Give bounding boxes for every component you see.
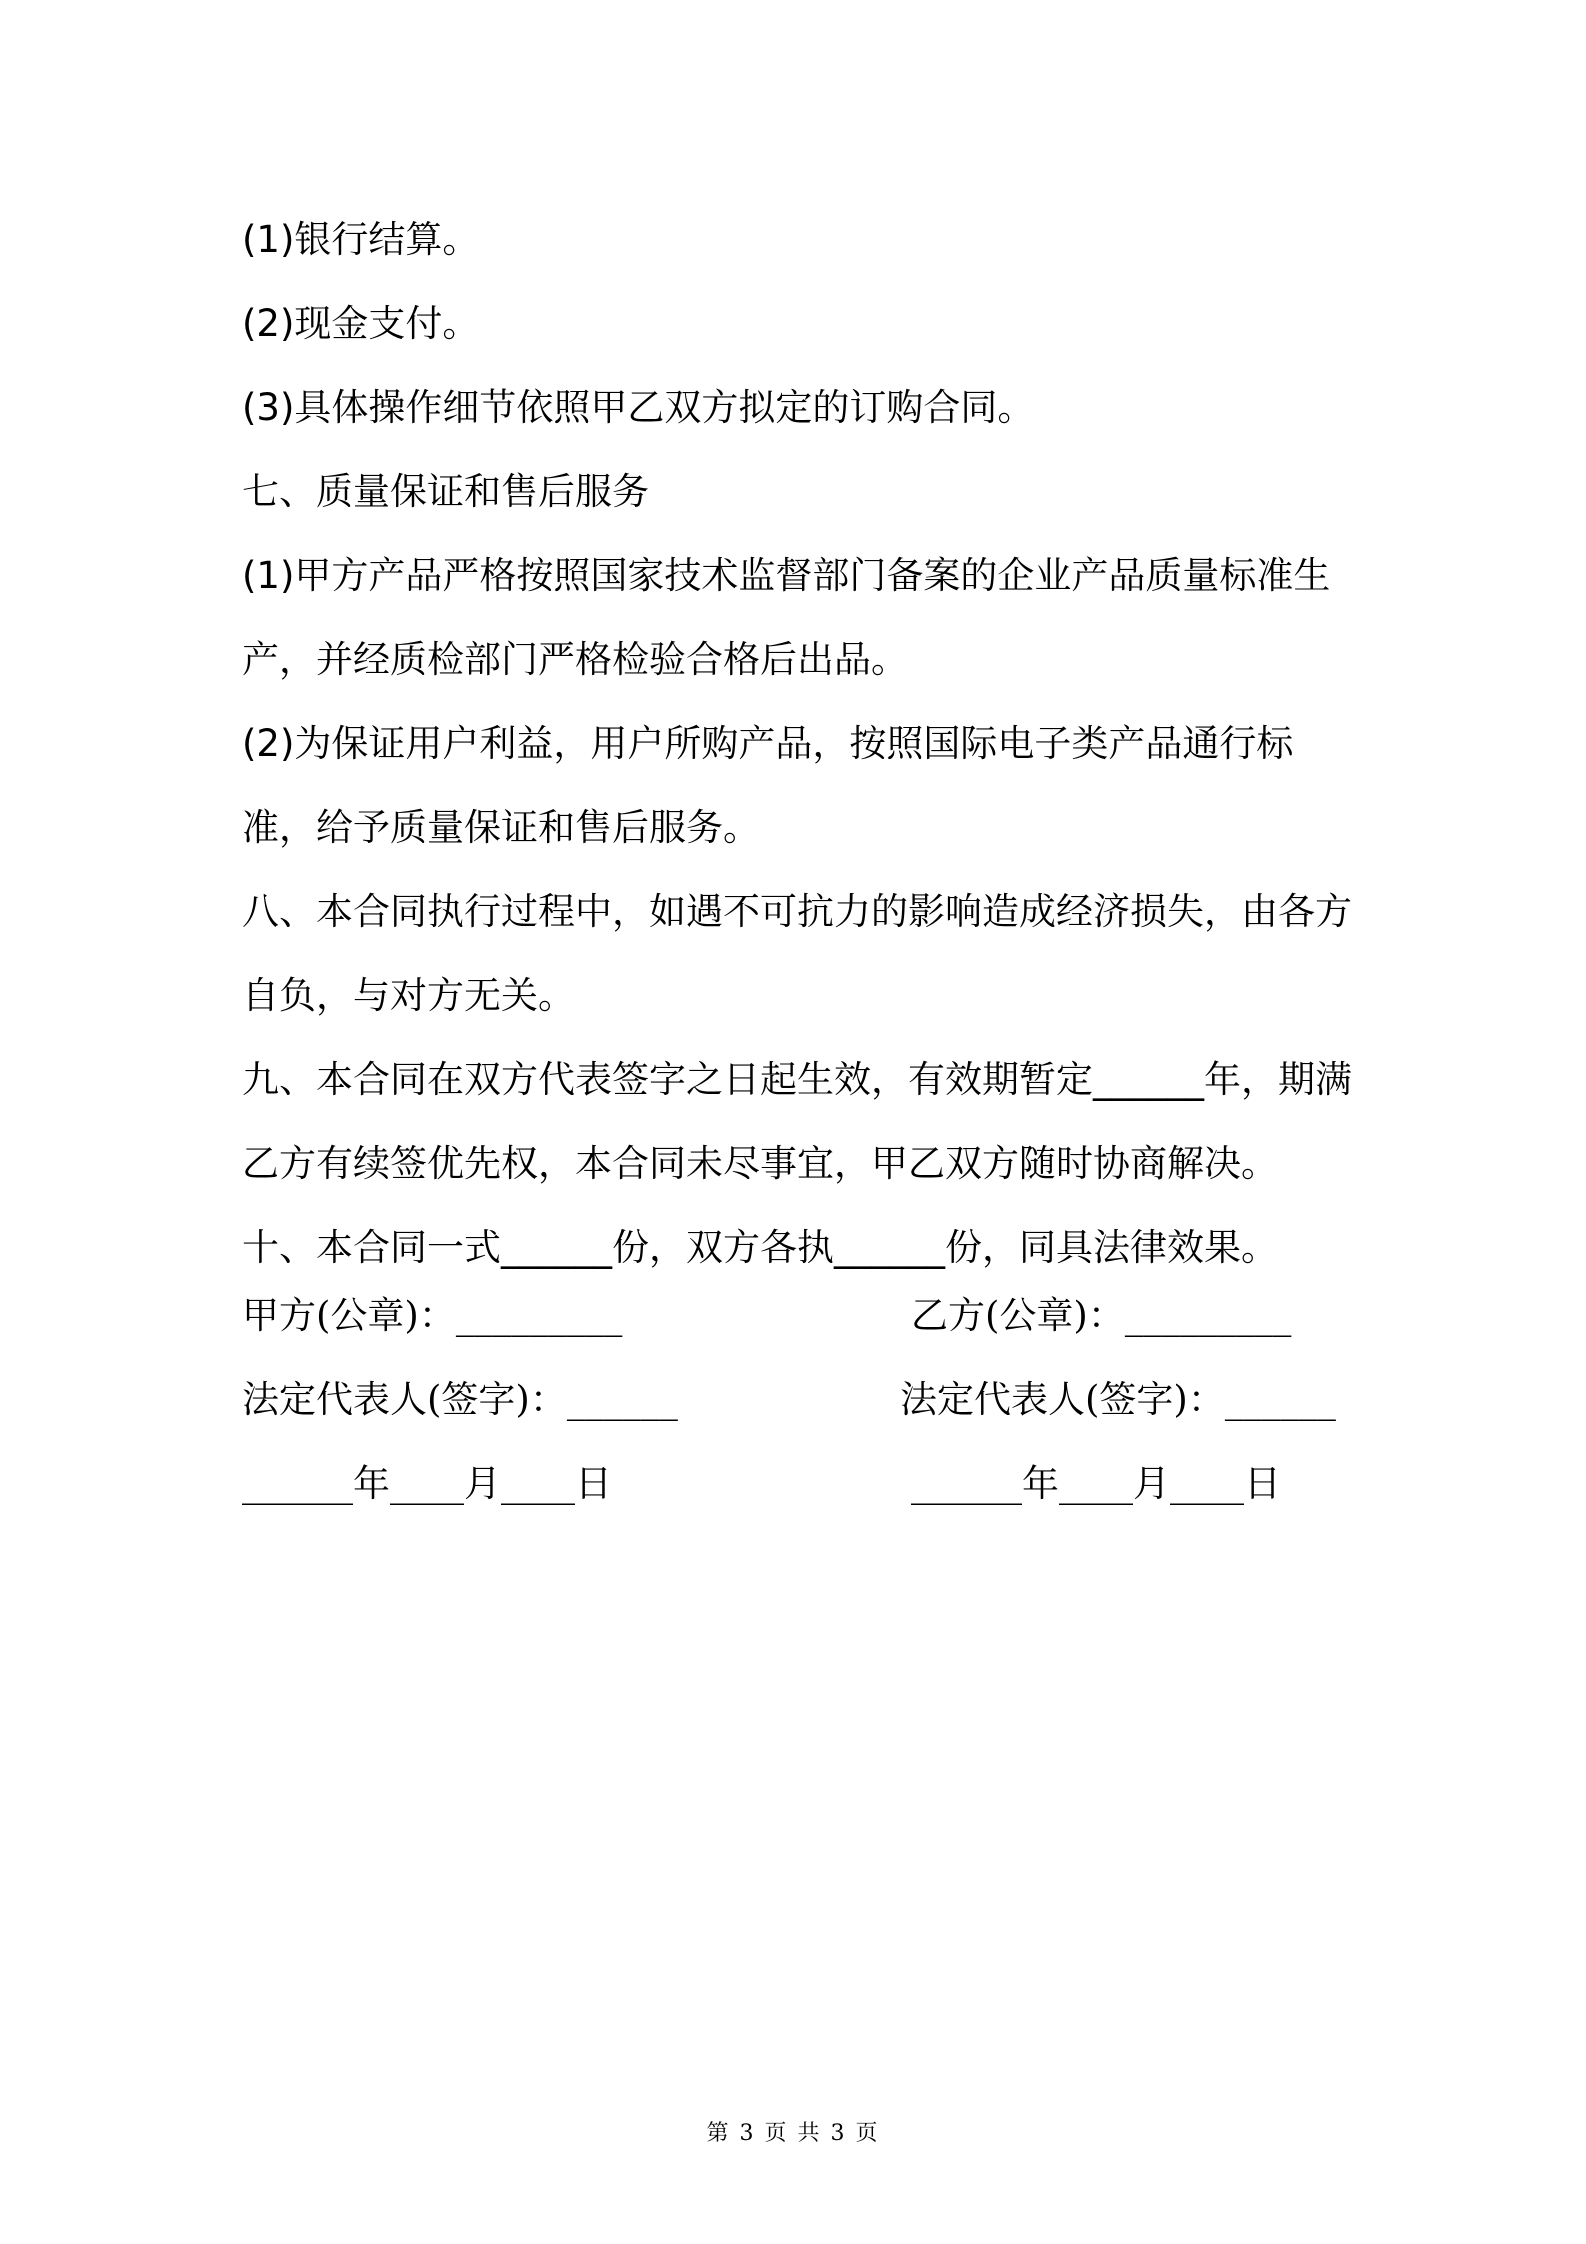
page-number-footer: 第 3 页 共 3 页 (706, 2121, 880, 2146)
party-a-date-field: ______年____月____日 (242, 1462, 612, 1505)
party-b-date-field: ______年____月____日 (911, 1462, 1281, 1505)
party-a-representative-field: 法定代表人(签字)：______ (242, 1378, 678, 1421)
clause-copies: 十、本合同一式______份，双方各执______份，同具法律效果。 (242, 1226, 1278, 1269)
party-b-seal-field: 乙方(公章)：_________ (911, 1294, 1292, 1337)
signature-row-representative (242, 1358, 1362, 1442)
signature-row-date (242, 1442, 1362, 1526)
clause-force-majeure: 八、本合同执行过程中，如遇不可抗力的影响造成经济损失，由各方自负，与对方无关。 (242, 890, 1352, 1017)
clause-quality-guarantee: (2)为保证用户利益，用户所购产品，按照国际电子类产品通行标准，给予质量保证和售后服务。 (242, 722, 1294, 849)
signature-row-seal (242, 1274, 1362, 1358)
contract-body (242, 198, 1362, 1290)
clause-quality-standard: (1)甲方产品严格按照国家技术监督部门备案的企业产品质量标准生产，并经质检部门严格检验合格后出品。 (242, 554, 1331, 681)
signature-block (242, 1274, 1362, 1526)
clause-payment-bank: (1)银行结算。 (242, 218, 480, 261)
section-heading-quality: 七、质量保证和售后服务 (242, 470, 649, 513)
party-a-seal-field: 甲方(公章)：_________ (242, 1294, 623, 1337)
party-b-representative-field: 法定代表人(签字)：______ (900, 1378, 1336, 1421)
clause-validity: 九、本合同在双方代表签字之日起生效，有效期暂定______年，期满乙方有续签优先权，本合同未尽事宜，甲乙双方随时协商解决。 (242, 1058, 1352, 1185)
clause-payment-cash: (2)现金支付。 (242, 302, 480, 345)
clause-payment-details: (3)具体操作细节依照甲乙双方拟定的订购合同。 (242, 386, 1035, 429)
